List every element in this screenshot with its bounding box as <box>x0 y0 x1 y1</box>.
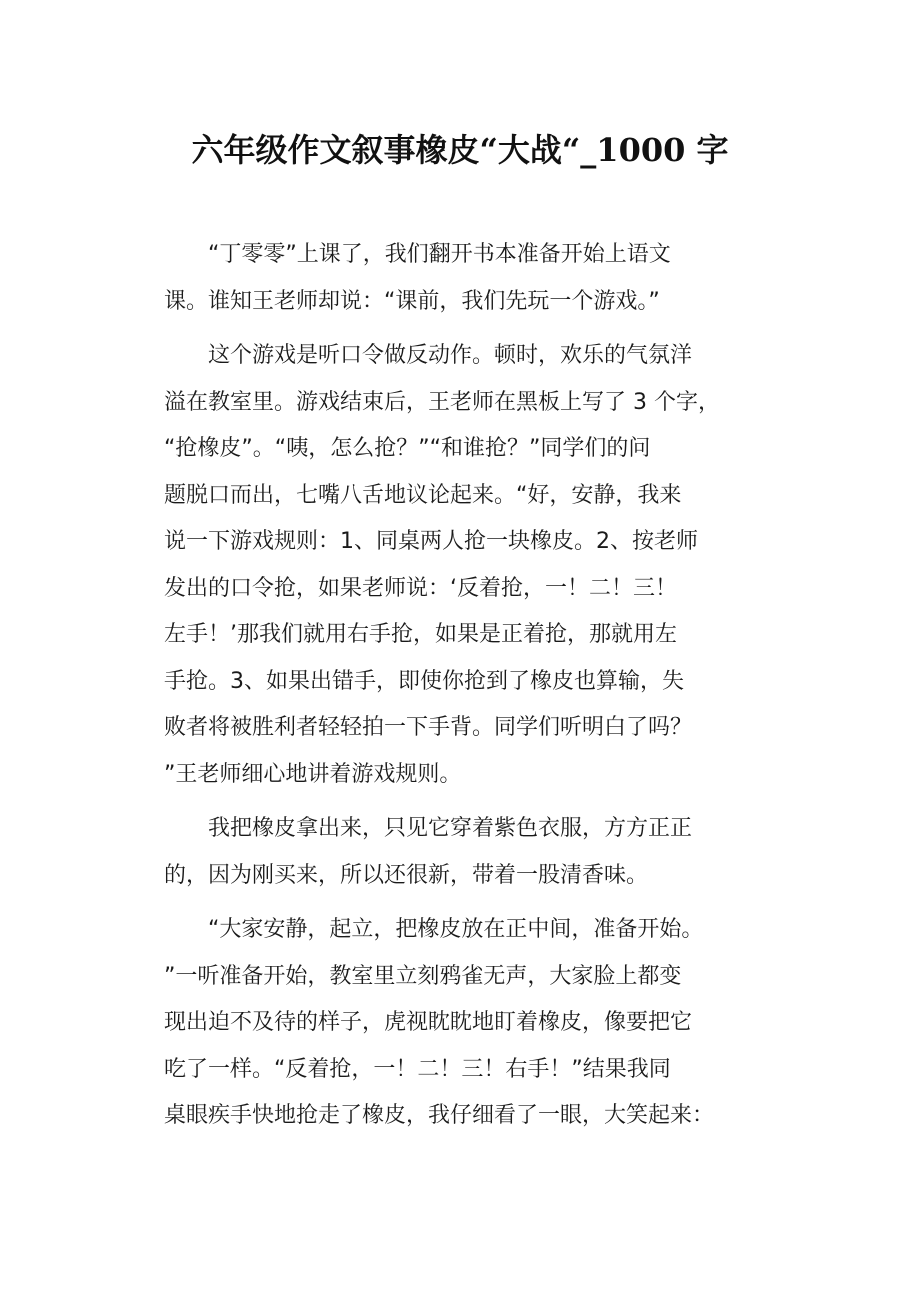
paragraph-line: 题脱口而出，七嘴八舌地议论起来。“好，安静，我来 <box>164 482 682 508</box>
paragraph-line: ”一听准备开始，教室里立刻鸦雀无声，大家脸上都变 <box>164 963 682 989</box>
paragraph-line: “抢橡皮”。“咦，怎么抢？”“和谁抢？”同学们的问 <box>164 436 651 461</box>
paragraph-line: ”王老师细心地讲着游戏规则。 <box>164 761 462 787</box>
paragraph-line: 桌眼疾手快地抢走了橡皮，我仔细看了一眼，大笑起来： <box>164 1103 715 1128</box>
paragraph-line: 现出迫不及待的样子，虎视眈眈地盯着橡皮，像要把它 <box>164 1010 693 1035</box>
paragraph-line: 说一下游戏规则：1、同桌两人抢一块橡皮。2、按老师 <box>164 529 698 554</box>
document-body <box>164 232 764 1140</box>
paragraph-line: 我把橡皮拿出来，只见它穿着紫色衣服，方方正正 <box>208 816 693 841</box>
paragraph-line: 溢在教室里。游戏结束后，王老师在黑板上写了 3 个字， <box>164 389 720 415</box>
paragraph-line: 手抢。3、如果出错手，即使你抢到了橡皮也算输，失 <box>164 668 684 694</box>
paragraph-line: “丁零零”上课了，我们翻开书本准备开始上语文 <box>208 242 671 267</box>
paragraph-line: 左手！’那我们就用右手抢，如果是正着抢，那就用左 <box>164 622 677 647</box>
paragraph-line: 的，因为刚买来，所以还很新，带着一股清香味。 <box>164 862 649 888</box>
paragraph-line: 败者将被胜利者轻轻拍一下手背。同学们听明白了吗？ <box>164 715 693 740</box>
paragraph-line: 这个游戏是听口令做反动作。顿时，欢乐的气氛洋 <box>208 343 693 368</box>
paragraph-line: “大家安静，起立，把橡皮放在正中间，准备开始。 <box>208 917 704 942</box>
document-title: 六年级作文叙事橡皮“大战“_1000 字 <box>191 131 729 169</box>
paragraph-line: 发出的口令抢，如果老师说：‘反着抢，一！二！三！ <box>164 575 677 601</box>
paragraph-line: 吃了一样。“反着抢，一！二！三！右手！”结果我同 <box>164 1056 671 1082</box>
paragraph-line: 课。谁知王老师却说：“课前，我们先玩一个游戏。” <box>164 288 660 314</box>
